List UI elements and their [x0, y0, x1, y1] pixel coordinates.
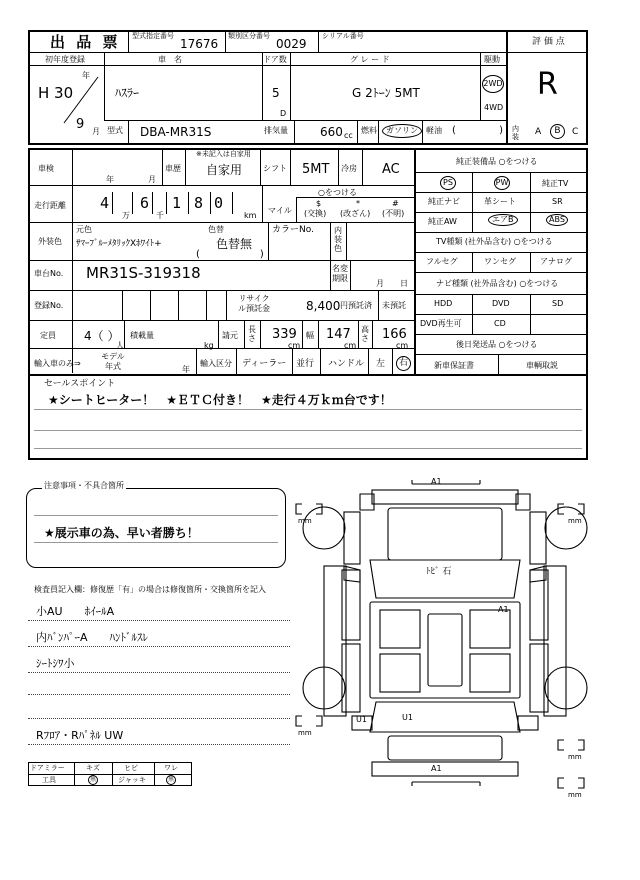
score-value: R — [537, 67, 558, 102]
equip-pw: PW — [494, 176, 510, 190]
load-label: 積載量 — [130, 331, 154, 340]
equip-aw: 純正AW — [428, 217, 457, 226]
nav-dvd: DVD — [492, 299, 510, 308]
paint-label: 色替 — [208, 225, 224, 234]
interior-b: B — [550, 124, 565, 139]
grade-label: グ レ ー ド — [350, 55, 390, 64]
inspection-month-unit: 月 — [148, 175, 156, 184]
fuel-label: 燃料 — [361, 126, 377, 135]
notes-label: 注意事項・不具合箇所 — [44, 481, 124, 490]
nav-title: ナビ種類 (社外品含む) ○をつける — [436, 279, 559, 288]
equip-tv: 純正TV — [542, 179, 569, 188]
nav-hdd: HDD — [434, 299, 453, 308]
nav-cd: CD — [494, 319, 506, 328]
first-reg-year: H 30 — [38, 84, 74, 102]
reg-no-label: 登録No. — [34, 301, 64, 310]
recycle-amount: 8,400 — [306, 299, 341, 313]
equip-sr: SR — [552, 197, 563, 206]
fuel-diesel: 軽油 — [426, 126, 442, 135]
after-manual: 車輌取説 — [526, 361, 558, 370]
meter-unknown: (不明) — [382, 209, 405, 218]
history-note: ※未記入は自家用 — [196, 150, 251, 158]
genuine-equip-title: 純正装備品 ○をつける — [456, 157, 538, 166]
load-unit: kg — [204, 341, 214, 350]
mark-right-side: A1 — [498, 605, 509, 614]
legend-tools: 工具 — [42, 776, 56, 784]
exterior-label: 外装色 — [38, 237, 62, 246]
handle-right: 右 — [396, 356, 411, 371]
interior-a: A — [535, 127, 542, 137]
legend-break: ワレ — [164, 764, 178, 772]
car-name: ﾊｽﾗｰ — [115, 86, 140, 100]
height-unit: cm — [396, 341, 409, 350]
import-class-label: 輸入区分 — [200, 359, 232, 368]
equip-abs: ABS — [546, 214, 568, 226]
legend-mirror: ドアミラー — [30, 764, 65, 772]
fuel-gasoline: ガソリン — [382, 124, 422, 138]
handle-left: 左 — [376, 359, 386, 369]
mileage-digit-4: 8 — [194, 194, 204, 212]
first-reg-month: 9 — [76, 117, 85, 132]
inspector-line-2: 内ﾊﾞﾝﾊﾟｰA ﾊﾝﾄﾞﾙｽﾚ — [36, 631, 149, 644]
import-label: 輸入車のみ⇒ — [34, 359, 81, 368]
title-change-label: 名変期限 — [332, 264, 348, 283]
door-count: 5 — [272, 86, 280, 100]
inspection-year-unit: 年 — [106, 175, 114, 184]
inspector-label: 検査員記入欄：修復歴「有」の場合は修復箇所・交換箇所を記入 — [34, 585, 266, 594]
mm-rl: mm — [298, 729, 312, 737]
title-day-unit: 日 — [400, 279, 408, 288]
mileage-digit-3: 1 — [172, 194, 182, 212]
mileage-digit-2: 6 — [140, 194, 150, 212]
paint-paren: ( ) — [196, 249, 264, 260]
height-value: 166 — [382, 327, 407, 342]
interior-grade-label: 内装 — [512, 125, 519, 141]
width-unit: cm — [344, 341, 357, 350]
sales-point-label: セールスポイント — [44, 379, 116, 389]
displacement-label: 排気量 — [264, 126, 288, 135]
car-diagram — [290, 470, 600, 810]
mileage-digit-5: 0 — [214, 194, 224, 212]
import-parallel: 並行 — [296, 359, 315, 369]
sales-point-text: ★シートヒーター！ ★ＥＴＣ付き！ ★走行４万ｋｍ台です！ — [48, 393, 392, 407]
history-label: 車歴 — [165, 164, 181, 173]
title-month-unit: 月 — [376, 279, 384, 288]
interior-c: C — [572, 127, 579, 137]
legend-jack: ジャッキ — [118, 776, 146, 784]
legend-scratch: キズ — [86, 764, 100, 772]
year-unit: 年 — [82, 71, 90, 80]
class-no: 0029 — [276, 37, 307, 51]
length-unit: cm — [288, 341, 301, 350]
doors-label: ドア数 — [263, 55, 287, 64]
displacement: 660 — [320, 125, 343, 139]
orig-color-label: 元色 — [76, 225, 92, 234]
model-no: 17676 — [180, 37, 219, 51]
mileage-label: 走行距離 — [34, 201, 66, 210]
legend-crack: ヒビ — [124, 764, 138, 772]
door-type: D — [280, 109, 287, 118]
length-label: 長さ — [248, 325, 256, 343]
capacity-unit: 人 — [116, 341, 124, 350]
mm-fl: mm — [298, 517, 312, 525]
interior-color-label: 内装色 — [334, 226, 342, 253]
length-value: 339 — [272, 327, 297, 342]
mark-rear-center: U1 — [402, 713, 413, 722]
mark-rear: A1 — [431, 764, 442, 773]
recycle-none: 未預託 — [382, 301, 406, 310]
meter-unknown-sym: # — [392, 199, 399, 208]
recycle-unit: 円預託済 — [340, 301, 372, 310]
type-label: 型式 — [107, 126, 123, 135]
meter-swap: (交換) — [304, 209, 327, 218]
tv-title: TV種類 (社外品含む) ○をつける — [436, 237, 553, 246]
equip-airbag: エアB — [488, 214, 518, 226]
model-no-label: 型式指定番号 — [132, 32, 174, 40]
meter-attach-note: ○をつける — [318, 188, 357, 197]
inspector-line-6: Rﾌﾛｱ・Rﾊﾟﾈﾙ UW — [36, 729, 124, 742]
mm-fr: mm — [568, 517, 582, 525]
shift-value: 5MT — [302, 162, 330, 177]
chassis-number: MR31S-319318 — [86, 264, 201, 282]
height-label: 高さ — [361, 325, 369, 343]
nav-dvd-play: DVD再生可 — [420, 319, 462, 328]
plate-label: 請元 — [222, 331, 238, 340]
inspection-label: 車検 — [38, 164, 54, 173]
chassis-label: 車台No. — [34, 269, 64, 278]
drive-2wd: 2WD — [482, 75, 504, 93]
legend-tools-val: 無 — [89, 776, 96, 783]
drive-4wd: 4WD — [484, 103, 504, 112]
serial-label: シリアル番号 — [322, 32, 364, 40]
orig-color: ｻﾏｰﾌﾞﾙｰﾒﾀﾘｯｸXﾎﾜｲﾄ+ — [76, 239, 162, 249]
recycle-label: リサイクル預託金 — [238, 294, 270, 313]
mark-windshield: ﾄﾋﾞ 石 — [426, 567, 452, 577]
after-ship-title: 後日発送品 ○をつける — [456, 340, 538, 349]
legend-jack-val: 無 — [167, 776, 174, 783]
grade: G 2ﾄｰﾝ 5MT — [352, 86, 420, 100]
model-year-label: モデル年式 — [101, 352, 125, 371]
mileage-digit-1: 4 — [100, 194, 110, 212]
model-year-unit: 年 — [182, 365, 190, 374]
meter-tamper-sym: * — [356, 199, 360, 208]
mm-rr: mm — [568, 753, 582, 761]
meter-tamper: (改ざん) — [340, 209, 371, 218]
width-label: 幅 — [306, 331, 314, 340]
mark-rear-left: U1 — [356, 715, 367, 724]
mm-back: mm — [568, 791, 582, 799]
vehicle-type: DBA-MR31S — [140, 125, 212, 139]
fuel-other: ( ) — [452, 125, 503, 136]
nav-sd: SD — [552, 299, 564, 308]
first-reg-label: 初年度登録 — [45, 55, 85, 64]
mark-front: A1 — [431, 477, 442, 486]
meter-swap-sym: $ — [316, 199, 322, 208]
inspector-line-1: 小AU ﾎｲｰﾙA — [36, 605, 115, 618]
equip-ps: PS — [440, 176, 456, 190]
capacity-value: 4（ ） — [84, 329, 120, 343]
mileage-man-unit: 万 — [122, 211, 130, 220]
form-title: 出 品 票 — [50, 33, 121, 51]
inspector-line-3: ｼｰﾄｼﾜ小 — [36, 657, 75, 670]
aircon-label: 冷房 — [341, 164, 357, 173]
equip-leather: 革シート — [484, 197, 516, 206]
color-no-label: カラーNo. — [272, 225, 314, 235]
mile-label: マイル — [268, 206, 292, 215]
drive-label: 駆動 — [484, 55, 500, 64]
width-value: 147 — [326, 327, 351, 342]
score-label: 評 価 点 — [532, 37, 565, 47]
car-name-label: 車 名 — [158, 55, 182, 64]
aircon-value: AC — [382, 162, 400, 177]
month-unit: 月 — [92, 127, 100, 136]
handle-label: ハンドル — [328, 359, 365, 369]
capacity-label: 定員 — [40, 331, 56, 340]
paint-value: 色替無 — [216, 237, 253, 251]
import-dealer: ディーラー — [242, 359, 287, 369]
tv-oneseg: ワンセグ — [484, 257, 516, 266]
class-no-label: 類別区分番号 — [228, 32, 270, 40]
shift-label: シフト — [263, 164, 287, 173]
mileage-unit: km — [244, 211, 257, 220]
tv-fullseg: フルセグ — [426, 257, 458, 266]
tv-analog: アナログ — [540, 257, 572, 266]
history-value: 自家用 — [206, 163, 243, 177]
displacement-unit: cc — [344, 131, 353, 140]
after-warranty: 新車保証書 — [434, 361, 474, 370]
notes-text: ★展示車の為、早い者勝ち！ — [44, 526, 199, 540]
equip-navi: 純正ナビ — [428, 197, 460, 206]
mileage-sen-unit: 千 — [156, 211, 164, 220]
